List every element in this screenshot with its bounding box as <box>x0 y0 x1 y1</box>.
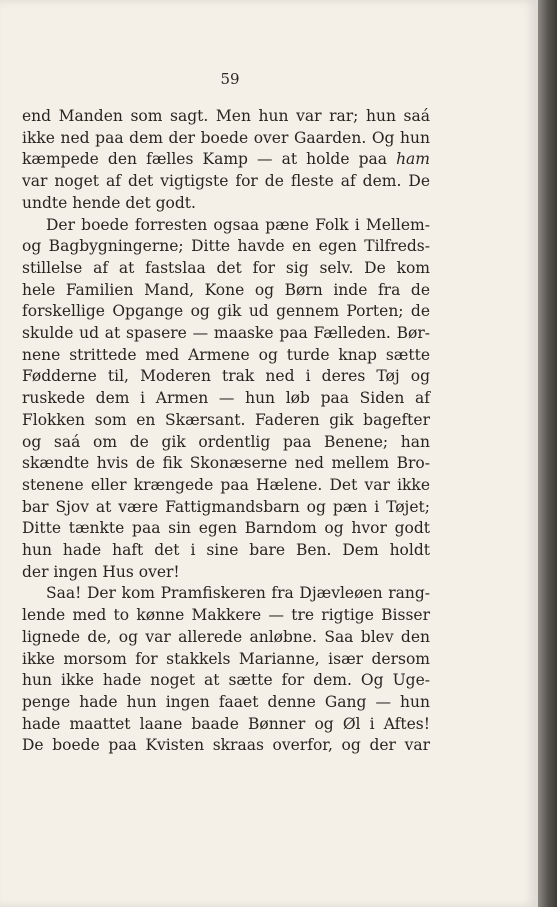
text-line: ruskede dem i Armen — hun løb paa Siden af <box>22 389 430 408</box>
text-line: stenene eller krængede paa Hælene. Det var ikke <box>22 475 430 494</box>
text-line: end Manden som sagt. Men hun var rar; hun saá <box>22 107 430 125</box>
text-line: De boede paa Kvisten skraas overfor, og der var <box>22 736 430 755</box>
text-line: nene strittede med Armene og turde knap sætte <box>22 345 430 364</box>
text-line: der ingen Hus over! <box>22 562 180 581</box>
text-line: skulde ud at spasere — maaske paa Fælleden. Bør- <box>22 324 430 343</box>
text-line <box>22 149 430 171</box>
emphasized-word: ham <box>396 150 430 169</box>
text-line: lignede de, og var allerede anløbne. Saa blev den <box>22 627 430 646</box>
text-line: og saá om de gik ordentlig paa Benene; han <box>22 432 430 451</box>
text-line: stillelse af at fastslaa det for sig selv. De kom <box>22 258 430 277</box>
text-line: hun ikke hade noget at sætte for dem. Og Uge- <box>22 671 430 690</box>
text-line: var noget af det vigtigste for de fleste af dem. De <box>22 172 430 191</box>
text-line: Der boede forresten ogsaa pæne Folk i Mellem- <box>46 215 430 234</box>
text-line: bar Sjov at være Fattigmandsbarn og pæn i Tøjet; <box>22 497 430 516</box>
text-line: ikke morsom for stakkels Marianne, især dersom <box>22 649 430 668</box>
page-edge-shadow <box>538 0 557 907</box>
text-line: ikke ned paa dem der boede over Gaarden. Og hun <box>22 128 430 147</box>
text-line: skændte hvis de fik Skonæserne ned mellem Bro- <box>22 454 430 473</box>
text-line: penge hade hun ingen faaet denne Gang — hun <box>22 692 430 711</box>
text-line: hun hade haft det i sine bare Ben. Dem holdt <box>22 541 430 560</box>
text-line: lende med to kønne Makkere — tre rigtige Bisser <box>22 606 430 625</box>
text-line: Fødderne til, Moderen trak ned i deres Tøj og <box>22 367 430 386</box>
text-line: undte hende det godt. <box>22 193 196 212</box>
text-segment: kæmpede den fælles Kamp — at holde paa <box>22 150 397 169</box>
body-text <box>22 106 430 757</box>
text-line: og Bagbygningerne; Ditte havde en egen Tilfreds- <box>22 237 430 256</box>
text-line: forskellige Opgange og gik ud gennem Porten; de <box>22 302 430 321</box>
text-line: Flokken som en Skærsant. Faderen gik bagefter <box>22 410 430 429</box>
text-line: Saa! Der kom Pramfiskeren fra Djævleøen rang- <box>46 584 430 603</box>
text-line: hade maattet laane baade Bønner og Øl i Aftes! <box>22 714 430 733</box>
text-line: Ditte tænkte paa sin egen Barndom og hvor godt <box>22 519 430 538</box>
text-line: hele Familien Mand, Kone og Børn inde fra de <box>22 280 430 299</box>
page-number: 59 <box>220 70 240 88</box>
